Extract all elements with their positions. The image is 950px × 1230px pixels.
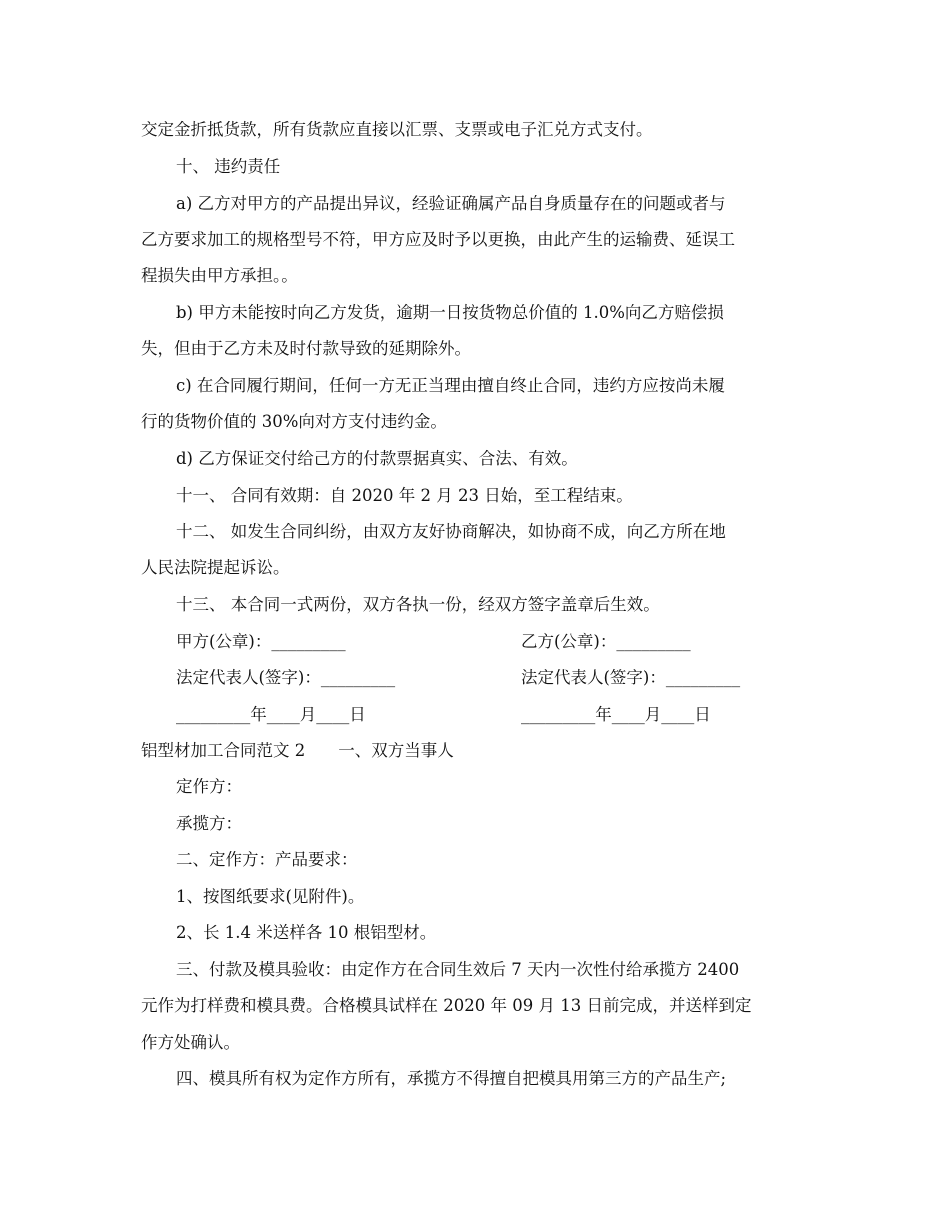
party-a-date-field: _________年____月____日 xyxy=(176,705,366,724)
document-subtitle: 铝型材加工合同范文 2 一、双方当事人 xyxy=(141,741,454,760)
section-heading: 十、 违约责任 xyxy=(176,157,281,176)
paragraph-line: 承揽方： xyxy=(176,814,242,833)
party-a-seal-field: 甲方(公章)：_________ xyxy=(176,632,346,651)
paragraph-line: 三、付款及模具验收：由定作方在合同生效后 7 天内一次性付给承揽方 2400 xyxy=(176,960,740,979)
paragraph-line: 失，但由于乙方未及时付款导致的延期除外。 xyxy=(141,339,471,358)
paragraph-line: 元作为打样费和模具费。合格模具试样在 2020 年 09 月 13 日前完成，并送样到定 xyxy=(141,996,752,1015)
paragraph-line: 行的货物价值的 30%向对方支付违约金。 xyxy=(141,412,447,431)
party-b-date-field: _________年____月____日 xyxy=(521,705,711,724)
paragraph-line: d) 乙方保证交付给己方的付款票据真实、合法、有效。 xyxy=(176,449,578,468)
paragraph-line: 交定金折抵货款，所有货款应直接以汇票、支票或电子汇兑方式支付。 xyxy=(141,120,653,139)
paragraph-line: 作方处确认。 xyxy=(141,1033,240,1052)
paragraph-line: 二、定作方：产品要求： xyxy=(176,850,358,869)
paragraph-line: 1、按图纸要求(见附件)。 xyxy=(176,887,365,906)
party-b-representative-field: 法定代表人(签字)：_________ xyxy=(521,668,741,687)
paragraph-line: 十一、 合同有效期：自 2020 年 2 月 23 日始，至工程结束。 xyxy=(176,486,633,505)
paragraph-line: 人民法院提起诉讼。 xyxy=(141,558,290,577)
party-a-representative-field: 法定代表人(签字)：_________ xyxy=(176,668,396,687)
paragraph-line: b) 甲方未能按时向乙方发货，逾期一日按货物总价值的 1.0%向乙方赔偿损 xyxy=(176,303,724,322)
paragraph-line: 乙方要求加工的规格型号不符，甲方应及时予以更换，由此产生的运输费、延误工 xyxy=(141,230,735,249)
paragraph-line: a) 乙方对甲方的产品提出异议，经验证确属产品自身质量存在的问题或者与 xyxy=(176,194,726,213)
party-b-seal-field: 乙方(公章)：_________ xyxy=(521,632,691,651)
paragraph-line: 四、模具所有权为定作方所有，承揽方不得擅自把模具用第三方的产品生产; xyxy=(176,1069,727,1088)
paragraph-line: 程损失由甲方承担。。 xyxy=(141,266,298,285)
paragraph-line: 2、长 1.4 米送样各 10 根铝型材。 xyxy=(176,923,437,942)
paragraph-line: 十二、 如发生合同纠纷，由双方友好协商解决，如协商不成，向乙方所在地 xyxy=(176,522,726,541)
paragraph-line: c) 在合同履行期间，任何一方无正当理由擅自终止合同，违约方应按尚未履 xyxy=(176,376,725,395)
paragraph-line: 定作方： xyxy=(176,777,242,796)
paragraph-line: 十三、 本合同一式两份，双方各执一份，经双方签字盖章后生效。 xyxy=(176,595,660,614)
